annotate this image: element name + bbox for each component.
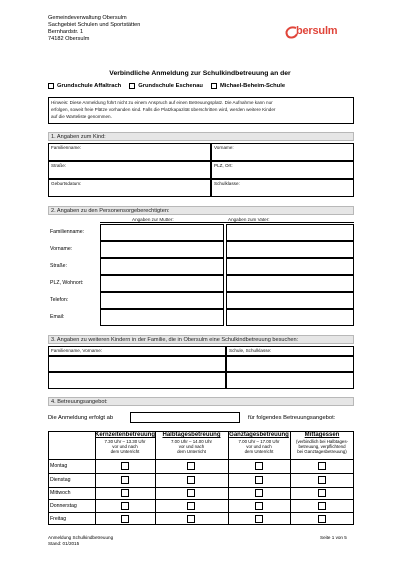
notice-line: erfolgen, soweit freie Plätze vorhanden sind. Falls die Platzkapazität überschritten wird, werden weitere Kinder [51, 107, 276, 112]
school-label: Grundschule Affaltrach [57, 83, 122, 89]
section-4-header: 4. Betreuungsangebot: [48, 397, 354, 406]
child-birthdate-field[interactable]: Geburtsdatum: [48, 179, 211, 197]
care-option-header [228, 433, 290, 454]
day-label: Freitag [50, 516, 67, 522]
school-label: Michael-Beheim-Schule [219, 83, 286, 89]
sibling-name-input[interactable] [48, 372, 226, 389]
school-options [48, 83, 285, 89]
mother-input[interactable] [100, 224, 224, 241]
mother-input[interactable] [100, 241, 224, 258]
care-option-header [290, 433, 354, 454]
care-option-detail: dem Unterricht [244, 448, 274, 454]
notice-line: auf die Warteliste genommen. [51, 114, 112, 119]
address-line: Sachgebiet Schulen und Sportstätten [48, 22, 141, 28]
school-checkbox[interactable] [48, 83, 54, 89]
care-option-header [155, 433, 228, 454]
footer [48, 535, 113, 547]
father-input[interactable] [226, 309, 354, 326]
guardian-row-label: PLZ, Wohnort: [50, 280, 84, 286]
school-option[interactable] [48, 83, 121, 89]
care-option-title: Mittagessen [304, 432, 340, 438]
father-input[interactable] [226, 258, 354, 275]
care-day-checkbox[interactable] [187, 515, 195, 523]
care-day-checkbox[interactable] [255, 515, 263, 523]
school-label: Grundschule Eschenau [138, 83, 203, 89]
school-checkbox[interactable] [211, 83, 217, 89]
care-option-detail: vor und nach [178, 443, 205, 449]
address-line: Gemeindeverwaltung Obersulm [48, 15, 127, 21]
care-day-checkbox[interactable] [121, 489, 129, 497]
guardian-row-label: Telefon: [50, 297, 69, 303]
address-line: 74182 Obersulm [48, 36, 90, 42]
address-line: Bernhardstr. 1 [48, 29, 84, 35]
start-date-suffix: für folgendes Betreuungsangebot: [248, 415, 336, 421]
care-day-checkbox[interactable] [121, 462, 129, 470]
care-day-checkbox[interactable] [255, 502, 263, 510]
table-divider [48, 499, 354, 500]
table-divider [48, 487, 354, 488]
table-divider [48, 512, 354, 513]
child-firstname-field[interactable]: Vorname: [211, 143, 354, 161]
mother-input[interactable] [100, 309, 224, 326]
care-option-title: Kernzeitenbetreuung [95, 432, 156, 438]
care-option-header [95, 433, 155, 454]
form-title: Verbindliche Anmeldung zur Schulkindbetreuung an der [109, 70, 291, 77]
care-day-checkbox[interactable] [318, 476, 326, 484]
care-day-checkbox[interactable] [255, 489, 263, 497]
start-date-input[interactable] [130, 412, 240, 423]
care-day-checkbox[interactable] [318, 515, 326, 523]
sender-address [48, 15, 140, 43]
care-option-detail: dem Unterricht [110, 448, 140, 454]
care-option-detail: vor und nach [112, 443, 138, 449]
guardian-row-label: Straße: [50, 263, 68, 269]
father-input[interactable] [226, 292, 354, 309]
siblings-school-header: Schule, Schulklasse: [226, 346, 354, 356]
care-day-checkbox[interactable] [187, 489, 195, 497]
child-class-field[interactable]: Schulklasse: [211, 179, 354, 197]
school-option[interactable] [129, 83, 203, 89]
table-divider [48, 473, 354, 474]
guardian-row-label: Vorname: [50, 246, 73, 252]
guardian-row-label: Email: [50, 314, 65, 320]
care-option-detail: vor und nach [246, 443, 272, 449]
child-surname-field[interactable]: Familienname: [48, 143, 211, 161]
logo-wordmark: bersulm [296, 25, 338, 37]
care-day-checkbox[interactable] [318, 462, 326, 470]
care-option-detail: 7.00 Uhr – 14.00 Uhr [170, 438, 212, 444]
school-option[interactable] [211, 83, 285, 89]
care-option-detail: (verbindlich bei Halbtages- [296, 438, 348, 444]
father-input[interactable] [226, 275, 354, 292]
child-street-field[interactable]: Straße: [48, 161, 211, 179]
day-label: Montag [50, 463, 68, 469]
mother-input[interactable] [100, 258, 224, 275]
footer-doc-name: Anmeldung Schulkindbetreuung [48, 535, 114, 540]
care-day-checkbox[interactable] [187, 462, 195, 470]
column-header-rule [100, 222, 354, 223]
notice-line: Hinweis: Diese Anmeldung führt nicht zu einem Anspruch auf einen Betreuungsplatz. Die Aufnahme kann nur [51, 100, 273, 105]
sibling-school-input[interactable] [226, 356, 354, 372]
care-option-detail: 7.00 Uhr – 17.00 Uhr [238, 438, 280, 444]
mother-input[interactable] [100, 275, 224, 292]
child-city-field[interactable]: PLZ, Ort: [211, 161, 354, 179]
section-3-header: 3. Angaben zu weiteren Kindern in der Familie, die in Obersulm eine Schulkindbetreuung besuchen: [48, 335, 354, 344]
care-day-checkbox[interactable] [318, 502, 326, 510]
school-checkbox[interactable] [129, 83, 135, 89]
start-date-label: Die Anmeldung erfolgt ab [48, 415, 114, 421]
care-day-checkbox[interactable] [255, 476, 263, 484]
care-day-checkbox[interactable] [187, 502, 195, 510]
care-option-detail: betreuung, verpflichtend [298, 443, 346, 449]
obersulm-logo [284, 25, 354, 41]
footer-version: Stand: 01/2015 [48, 541, 80, 546]
day-label: Donnerstag [50, 503, 77, 509]
mother-input[interactable] [100, 292, 224, 309]
care-day-checkbox[interactable] [121, 476, 129, 484]
care-day-checkbox[interactable] [318, 489, 326, 497]
day-label: Mittwoch [50, 490, 71, 496]
father-column-header: Angaben zum Vater: [228, 217, 270, 222]
page-number: Seite 1 von 5 [320, 535, 347, 540]
care-option-detail: dem Unterricht [177, 448, 206, 454]
care-option-detail: 7.30 Uhr – 13.30 Uhr [104, 438, 146, 444]
father-input[interactable] [226, 224, 354, 241]
sibling-school-input[interactable] [226, 372, 354, 389]
day-label: Dienstag [50, 477, 71, 483]
care-day-checkbox[interactable] [121, 502, 129, 510]
guardian-row-label: Familienname: [50, 229, 85, 235]
notice-box [48, 97, 354, 124]
sibling-name-input[interactable] [48, 356, 226, 372]
care-option-detail: bei Ganztagesbetreuung) [297, 448, 347, 454]
care-option-title: Halbtagesbetreuung [162, 432, 221, 438]
care-day-checkbox[interactable] [255, 462, 263, 470]
care-day-checkbox[interactable] [121, 515, 129, 523]
mother-column-header: Angaben zur Mutter: [132, 217, 174, 222]
care-day-checkbox[interactable] [187, 476, 195, 484]
siblings-name-header: Familienname, Vorname: [48, 346, 226, 356]
section-2-header: 2. Angaben zu den Personensorgeberechtigten: [48, 206, 354, 215]
table-divider [48, 459, 354, 460]
section-1-header: 1. Angaben zum Kind: [48, 132, 354, 141]
father-input[interactable] [226, 241, 354, 258]
care-option-title: Ganztagesbetreuung [229, 432, 289, 438]
